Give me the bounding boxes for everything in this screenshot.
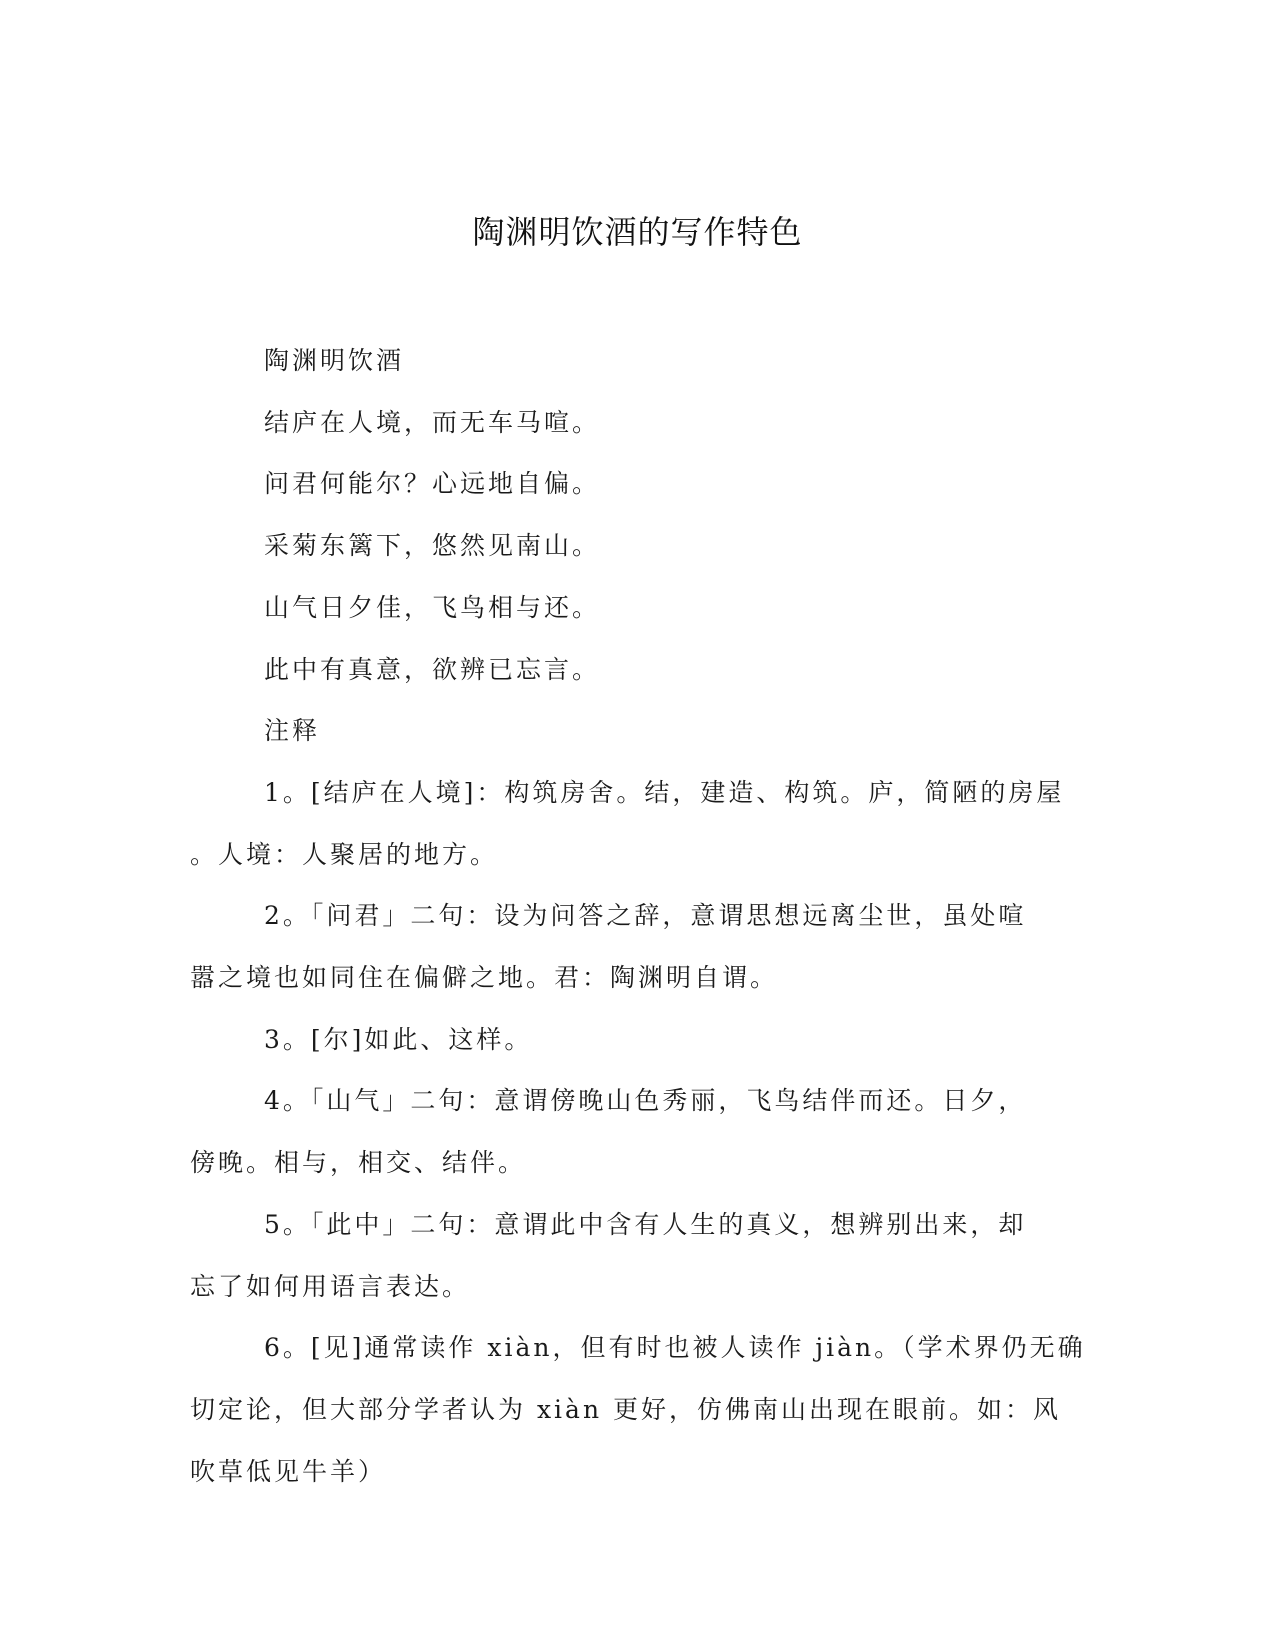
- note-line: 4。「山气」二句：意谓傍晚山色秀丽，飞鸟结伴而还。日夕，: [264, 1086, 1027, 1116]
- poem-line: 此中有真意，欲辨已忘言。: [264, 654, 601, 684]
- note-line: 切定论，但大部分学者认为 xiàn 更好，仿佛南山出现在眼前。如：风: [190, 1394, 1061, 1424]
- page-title: 陶渊明饮酒的写作特色: [472, 213, 803, 251]
- note-line: 吹草低见牛羊）: [190, 1456, 387, 1486]
- poem-line: 采菊东篱下，悠然见南山。: [264, 531, 601, 561]
- note-line: 6。[见]通常读作 xiàn，但有时也被人读作 jiàn。（学术界仍无确: [264, 1333, 1086, 1363]
- note-line: 1。[结庐在人境]：构筑房舍。结，建造、构筑。庐，简陋的房屋: [264, 777, 1065, 807]
- note-line: 5。「此中」二句：意谓此中含有人生的真义，想辨别出来，却: [264, 1209, 1027, 1239]
- poem-line: 山气日夕佳，飞鸟相与还。: [264, 592, 601, 622]
- note-line: 傍晚。相与，相交、结伴。: [190, 1148, 527, 1178]
- poem-line: 结庐在人境，而无车马喧。: [264, 407, 601, 437]
- note-line: 忘了如何用语言表达。: [190, 1271, 471, 1301]
- note-line: 3。[尔]如此、这样。: [264, 1024, 533, 1054]
- poem-line: 问君何能尔？心远地自偏。: [264, 469, 601, 499]
- notes-heading: 注释: [264, 716, 321, 746]
- note-line: 嚣之境也如同住在偏僻之地。君：陶渊明自谓。: [190, 963, 779, 993]
- note-line: 2。「问君」二句：设为问答之辞，意谓思想远离尘世，虽处喧: [264, 901, 1027, 931]
- poem-title-line: 陶渊明饮酒: [264, 346, 405, 375]
- document-body: [190, 330, 1090, 1502]
- note-line: 。人境：人聚居的地方。: [190, 839, 499, 869]
